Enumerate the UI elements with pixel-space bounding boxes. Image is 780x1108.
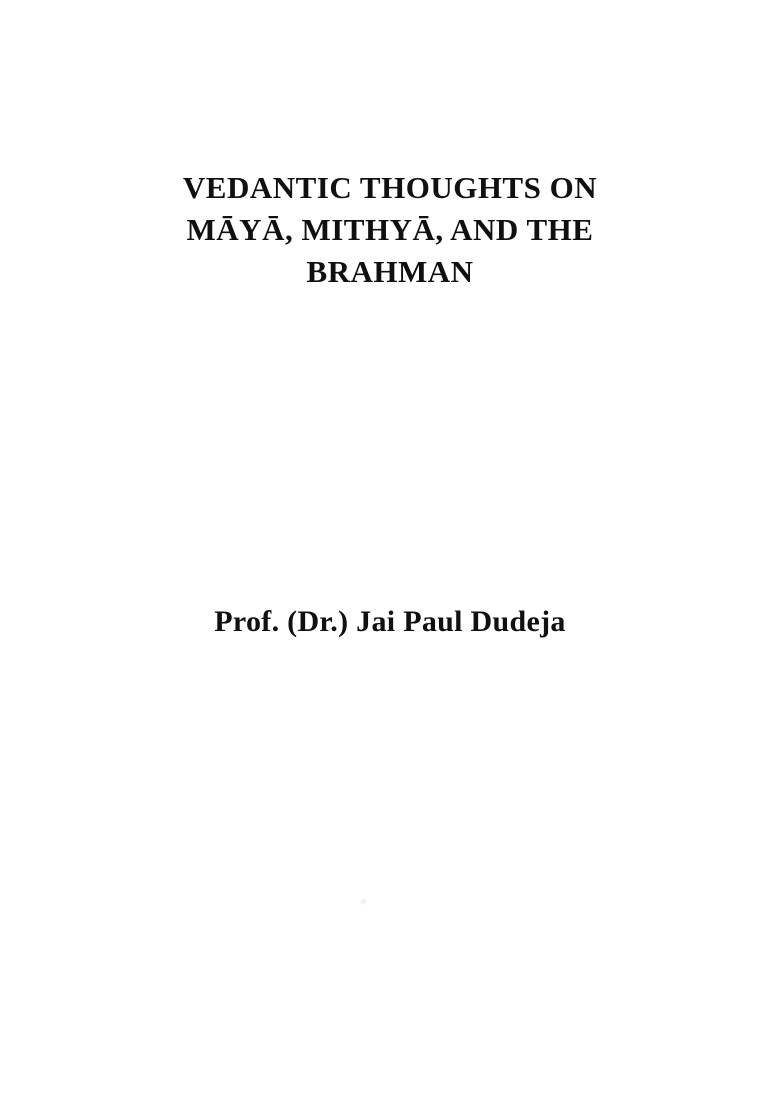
book-title: [0, 167, 780, 293]
book-title-line-2: MĀYĀ, MITHYĀ, AND THE: [186, 211, 594, 247]
book-title-line-1: VEDANTIC THOUGHTS ON: [182, 169, 598, 205]
scan-artifact-dot: [360, 898, 367, 905]
author-name: Prof. (Dr.) Jai Paul Dudeja: [214, 605, 566, 638]
book-title-line-3: BRAHMAN: [306, 253, 474, 289]
